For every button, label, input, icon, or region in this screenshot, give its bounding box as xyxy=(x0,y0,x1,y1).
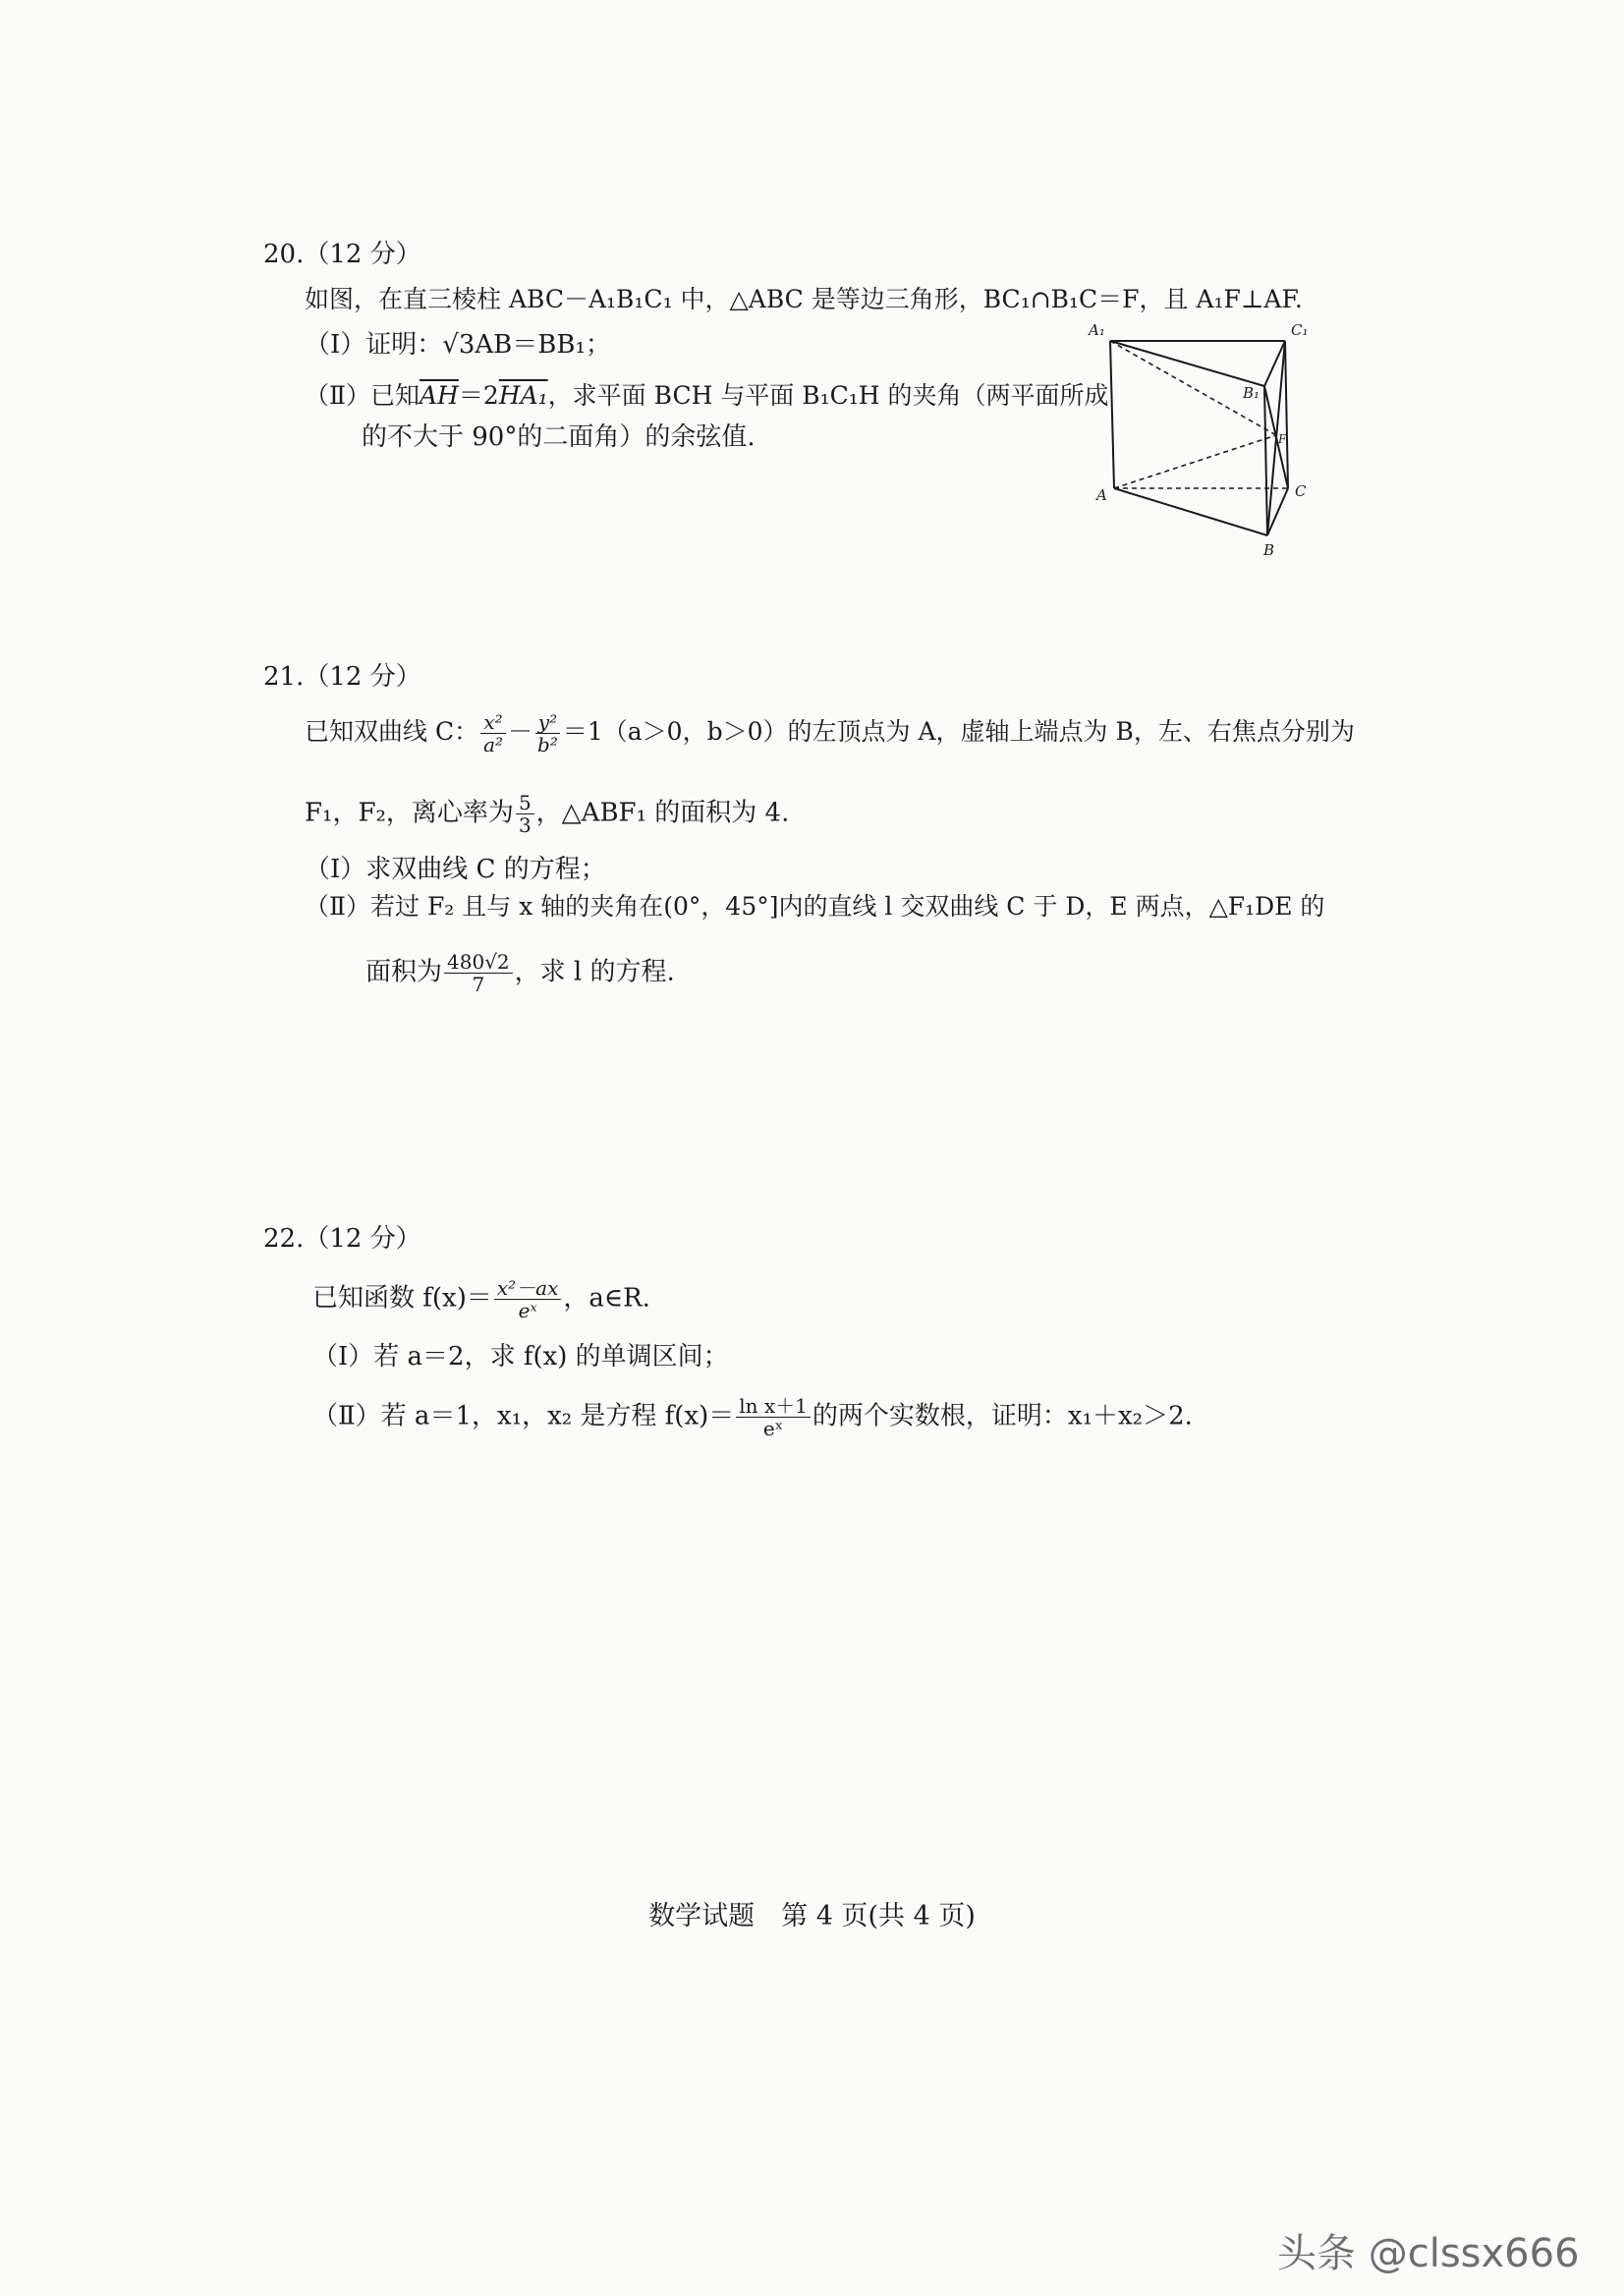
q22-stem xyxy=(312,1277,650,1321)
q22-stem-b: ，a∈R. xyxy=(563,1283,650,1314)
frac-den: eˣ xyxy=(762,1417,784,1440)
prism-figure xyxy=(1081,319,1316,560)
fraction-x2-a2 xyxy=(480,711,506,756)
frac-num: x²－ax xyxy=(494,1277,562,1300)
q21-part1: （Ⅰ）求双曲线 C 的方程； xyxy=(305,855,606,884)
q21-stem xyxy=(305,711,1355,756)
frac-num: y² xyxy=(535,711,560,734)
segment-af xyxy=(1114,435,1276,488)
q22-part1: （Ⅰ）若 a＝2，求 f(x) 的单调区间； xyxy=(312,1342,729,1371)
label-c1: C₁ xyxy=(1291,321,1309,339)
q21-stem-b: ＝1（a＞0，b＞0）的左顶点为 A，虚轴上端点为 B，左、右焦点分别为 xyxy=(562,717,1355,746)
q21-part2-cont xyxy=(365,951,675,995)
fraction-area xyxy=(444,951,513,995)
frac-den: 7 xyxy=(472,973,485,996)
label-c: C xyxy=(1295,482,1307,500)
q20-part2-c: ，求平面 BCH 与平面 B₁C₁H 的夹角（两平面所成 xyxy=(547,381,1109,410)
q21-part2-cont-a: 面积为 xyxy=(365,957,443,987)
q21-stem-a: 已知双曲线 C： xyxy=(305,717,479,746)
fraction-g xyxy=(736,1395,811,1439)
watermark: 头条 @clssx666 xyxy=(1277,2231,1580,2276)
frac-den: 3 xyxy=(518,813,532,837)
q22-header: 22.（12 分） xyxy=(263,1224,421,1254)
frac-den: eˣ xyxy=(518,1299,537,1322)
label-f: F xyxy=(1278,432,1287,446)
q20-part2-cont: 的不大于 90°的二面角）的余弦值. xyxy=(362,422,756,452)
q21-line2 xyxy=(305,792,789,836)
fraction-eccentricity xyxy=(516,792,534,836)
fraction-y2-b2 xyxy=(534,711,561,756)
q21-header: 21.（12 分） xyxy=(263,662,421,692)
q20-stem: 如图，在直三棱柱 ABC－A₁B₁C₁ 中，△ABC 是等边三角形，BC₁∩B₁C＝F，且 A₁F⊥AF. xyxy=(305,285,1303,313)
edge-c1c xyxy=(1285,341,1288,488)
q21-part2: （Ⅱ）若过 F₂ 且与 x 轴的夹角在(0°，45°]内的直线 l 交双曲线 C 于 D，E 两点，△F₁DE 的 xyxy=(305,892,1325,921)
frac-num: x² xyxy=(480,711,505,734)
vector-ha1: HA₁ xyxy=(498,381,548,410)
q21-line2-b: ，△ABF₁ 的面积为 4. xyxy=(535,798,790,828)
label-b: B xyxy=(1263,541,1275,559)
fraction-f xyxy=(494,1277,562,1321)
q22-part2-a: （Ⅱ）若 a＝1，x₁，x₂ 是方程 f(x)＝ xyxy=(312,1401,735,1431)
edge-a1b1 xyxy=(1110,341,1264,386)
q21-part2-cont-b: ，求 l 的方程. xyxy=(514,957,675,987)
page-footer: 数学试题 第 4 页(共 4 页) xyxy=(648,1901,976,1931)
label-a1: A₁ xyxy=(1089,321,1105,339)
q20-part2 xyxy=(305,381,1109,411)
vector-ah: $\overline{AH}$ xyxy=(420,381,459,410)
edge-ab xyxy=(1114,488,1267,535)
q20-part2-b: ＝2 xyxy=(458,381,499,410)
q20-part2-a: （Ⅱ）已知 xyxy=(305,381,420,410)
q20-header: 20.（12 分） xyxy=(263,240,421,269)
q21-line2-a: F₁，F₂，离心率为 xyxy=(305,798,514,828)
label-a: A xyxy=(1096,486,1107,504)
q22-stem-a: 已知函数 f(x)＝ xyxy=(312,1283,492,1314)
frac-num: ln x＋1 xyxy=(736,1395,811,1418)
minus-sign: － xyxy=(508,717,533,746)
q20-part1: （Ⅰ）证明：√3AB＝BB₁； xyxy=(305,330,611,360)
edge-b1b xyxy=(1264,386,1267,535)
frac-num: 5 xyxy=(516,792,534,814)
frac-den: a² xyxy=(483,733,504,756)
q22-part2 xyxy=(312,1395,1193,1439)
label-b1: B₁ xyxy=(1243,384,1260,402)
frac-num: 480√2 xyxy=(444,951,513,974)
edge-a1a xyxy=(1110,341,1114,488)
frac-den: b² xyxy=(537,733,558,756)
q22-part2-b: 的两个实数根，证明：x₁＋x₂＞2. xyxy=(812,1401,1193,1431)
